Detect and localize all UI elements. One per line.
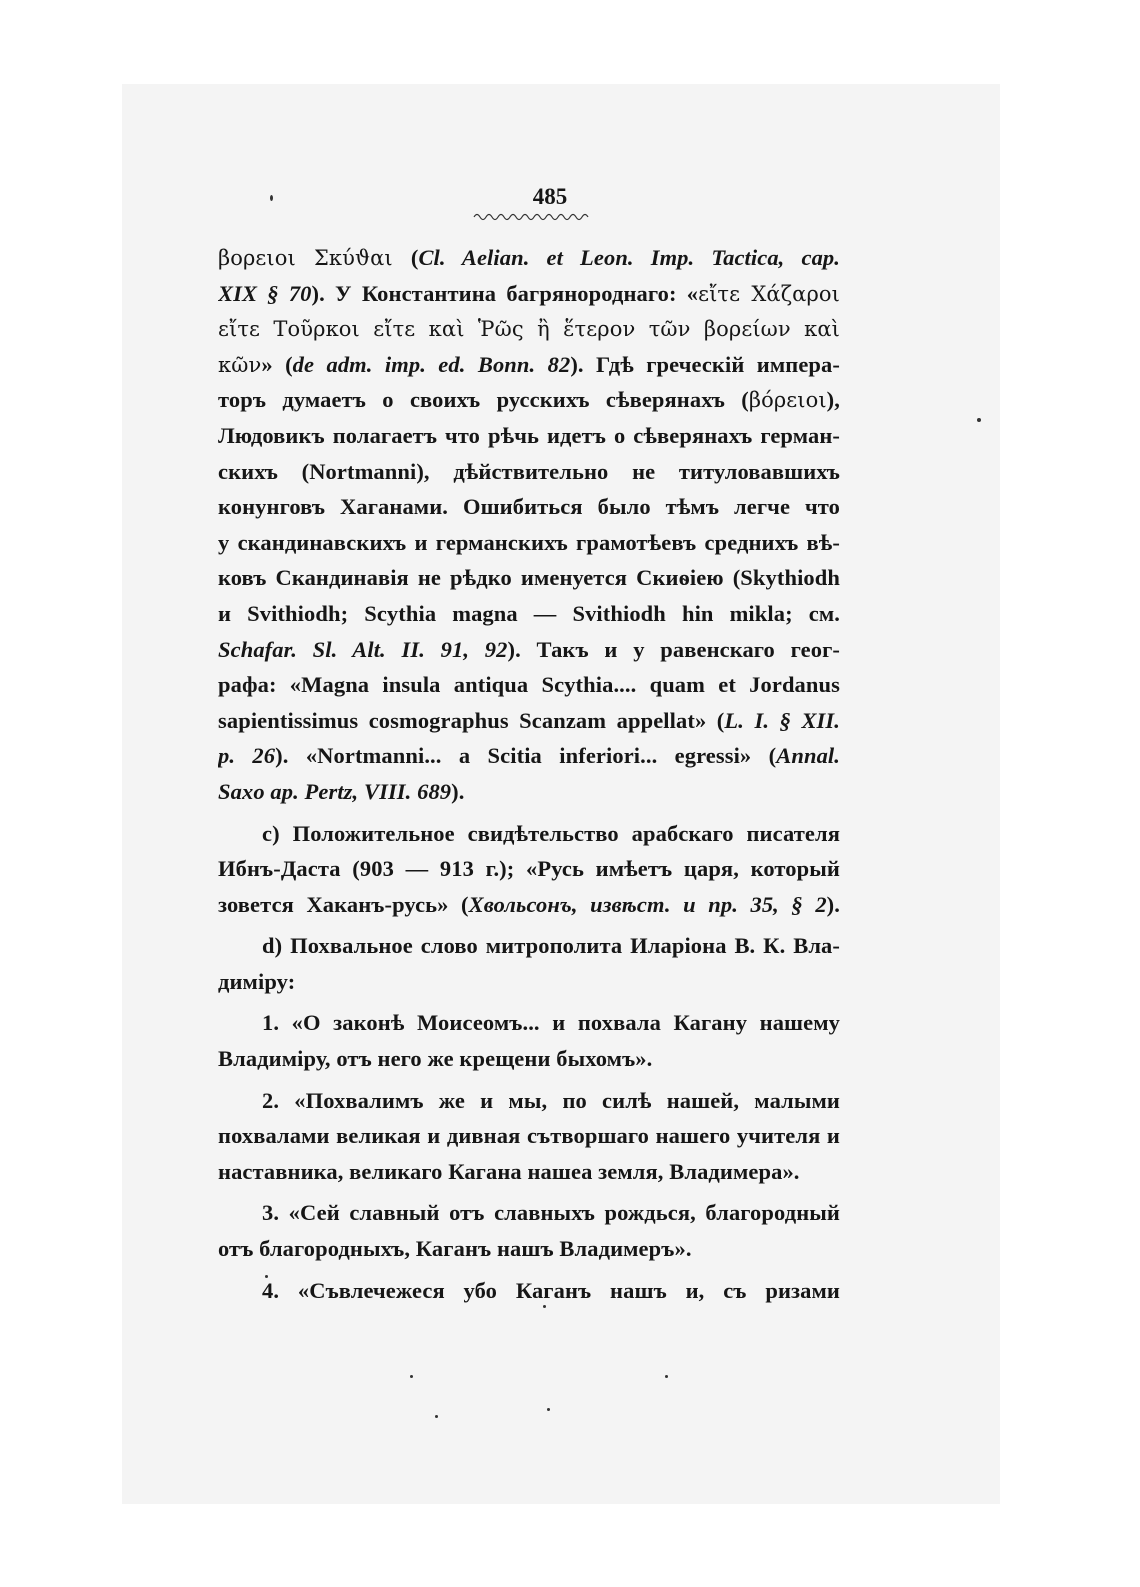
page-number: 485 xyxy=(532,184,568,209)
text-line xyxy=(218,489,840,525)
text-line xyxy=(218,1005,840,1041)
text-line xyxy=(218,1273,840,1309)
text-run: ( xyxy=(410,245,419,270)
citation-text: Annal. xyxy=(776,743,840,769)
text-line xyxy=(218,311,840,347)
text-line xyxy=(218,525,840,561)
text-run: sapientissimus cosmographus Scanzam appellat» ( xyxy=(218,707,725,733)
text-line xyxy=(218,560,840,596)
text-run: зовется Хаканъ-русь» ( xyxy=(218,891,469,917)
citation-text: de adm. imp. ed. Bonn. 82 xyxy=(292,351,571,377)
greek-text: κῶν xyxy=(218,352,262,377)
text-line xyxy=(218,964,840,1000)
scan-speck xyxy=(977,418,981,422)
text-line xyxy=(218,816,840,852)
text-line xyxy=(218,1041,840,1077)
text-line xyxy=(218,738,840,774)
text-run: у скандинавскихъ и германскихъ грамотѣевъ среднихъ вѣ- xyxy=(218,529,840,555)
text-line xyxy=(218,1154,840,1190)
text-line xyxy=(218,1118,840,1154)
scan-speck xyxy=(547,1408,550,1411)
text-line xyxy=(218,276,840,312)
text-line xyxy=(218,347,840,383)
text-run: рафа: «Magna insula antiqua Scythia.... quam et Jordanus xyxy=(218,672,840,698)
citation-text: Хвольсонъ, извѣст. и пр. 35, § 2 xyxy=(468,891,827,917)
text-line xyxy=(218,667,840,703)
citation-text: p. 26 xyxy=(218,743,276,769)
text-run: скихъ (Nortmanni), дѣйствительно не титуловавшихъ xyxy=(218,458,840,484)
citation-text: Schafar. Sl. Alt. II. 91, 92 xyxy=(218,636,508,662)
text-run: Людовикъ полагаетъ что рѣчь идетъ о сѣверянахъ герман- xyxy=(218,422,840,448)
text-run: Владиміру, отъ него же крещени быхомъ». xyxy=(218,1046,653,1072)
scan-speck xyxy=(665,1375,668,1378)
text-run: конунговъ Хаганами. Ошибиться было тѣмъ легче что xyxy=(218,494,840,520)
text-run: и Svithiodh; Scythia magna — Svithiodh hin mikla; см. xyxy=(218,600,840,626)
text-line xyxy=(218,703,840,739)
text-line xyxy=(218,240,840,276)
greek-text: βόρειοι xyxy=(748,388,827,413)
text-run: ). У Константина багрянороднаго: « xyxy=(311,280,699,306)
text-run: Ибнъ-Даста (903 — 913 г.); «Русь имѣетъ царя, который xyxy=(218,856,840,882)
text-line xyxy=(218,1195,840,1231)
scan-speck xyxy=(410,1375,413,1378)
greek-text: βορειοι Σκύϑαι xyxy=(218,246,411,270)
text-line xyxy=(218,454,840,490)
text-run: 2. «Похвалимъ же и мы, по силѣ нашей, малыми xyxy=(262,1087,840,1113)
text-run: ковъ Скандинавія не рѣдко именуется Скиѳіею (Skythiodh xyxy=(218,565,840,591)
text-line xyxy=(218,596,840,632)
scan-speck xyxy=(270,195,273,201)
citation-text: Saxo ap. Pertz, VIII. 689 xyxy=(218,778,452,804)
text-run: ). xyxy=(451,778,465,804)
scan-speck xyxy=(435,1415,438,1418)
greek-text: εἴτε Τοῦρκοι εἴτε καὶ Ῥῶς ἢ ἕτερον τῶν βορείων καὶ xyxy=(218,317,840,342)
citation-text: Cl. Aelian. et Leon. Imp. Tactica, cap. xyxy=(418,245,840,270)
text-run: 4. «Съвлечежеся убо Каганъ нашъ и, съ ризами xyxy=(262,1277,840,1303)
text-run: диміру: xyxy=(218,968,296,994)
text-run: ). xyxy=(826,891,840,917)
text-line xyxy=(218,1231,840,1267)
text-line xyxy=(218,928,840,964)
body-text xyxy=(218,240,840,1308)
text-run: » ( xyxy=(261,351,293,377)
text-line xyxy=(218,887,840,923)
text-run: c) Положительное свидѣтельство арабскаго писателя xyxy=(262,820,840,846)
text-run: 1. «О законѣ Моисеомъ... и похвала Кагану нашему xyxy=(262,1010,840,1036)
text-line xyxy=(218,1083,840,1119)
scan-speck xyxy=(265,1275,268,1278)
text-run: 3. «Сей славный отъ славныхъ рождься, благородный xyxy=(262,1200,840,1226)
text-line xyxy=(218,774,840,810)
text-line xyxy=(218,632,840,668)
text-run: ). Гдѣ греческій импера- xyxy=(570,351,840,377)
text-line xyxy=(218,382,840,418)
text-run: торъ думаетъ о своихъ русскихъ сѣверянахъ ( xyxy=(218,387,749,413)
scan-speck xyxy=(543,1305,546,1308)
citation-text: XIX § 70 xyxy=(218,280,312,306)
text-run: d) Похвальное слово митрополита Иларіона В. К. Вла- xyxy=(262,933,840,959)
text-run: ). Такъ и у равенскаго геог- xyxy=(507,636,840,662)
text-run: наставника, великаго Кагана нашеа земля, Владимера». xyxy=(218,1158,800,1184)
text-line xyxy=(218,418,840,454)
text-run: похвалами великая и дивная сътворшаго нашего учителя и xyxy=(218,1123,840,1149)
greek-text: εἴτε Χάζαροι xyxy=(698,281,840,306)
text-run: ), xyxy=(826,387,840,413)
text-line xyxy=(218,851,840,887)
text-run: отъ благородныхъ, Каганъ нашъ Владимеръ». xyxy=(218,1236,692,1262)
text-run: ). «Nortmanni... a Scitia inferiori... egressi» ( xyxy=(275,743,777,769)
citation-text: L. I. § XII. xyxy=(724,707,840,733)
wavy-rule-ornament xyxy=(472,210,592,224)
